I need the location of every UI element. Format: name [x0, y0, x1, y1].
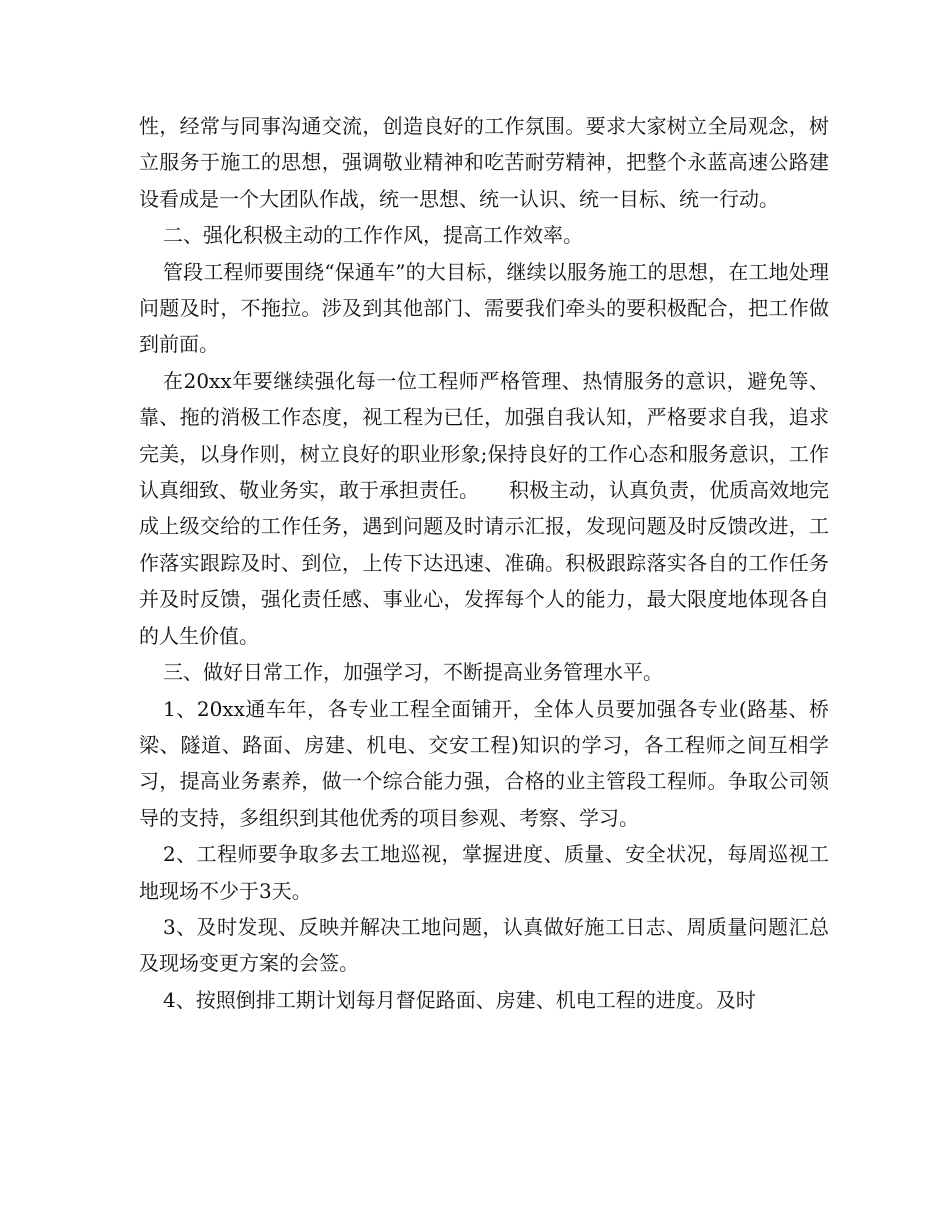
paragraph: 管段工程师要围绕“保通车”的大目标，继续以服务施工的思想，在工地处理问题及时，不拖拉。涉及到其他部门、需要我们牵头的要积极配合，把工作做到前面。 [139, 259, 829, 357]
document-body [139, 108, 829, 1018]
paragraph-continuation: 性，经常与同事沟通交流，创造良好的工作氛围。要求大家树立全局观念，树立服务于施工的思想，强调敬业精神和吃苦耐劳精神，把整个永蓝高速公路建设看成是一个大团队作战，统一思想、统一认识、统一目标、统一行动。 [139, 114, 829, 211]
paragraph: 在20xx年要继续强化每一位工程师严格管理、热情服务的意识，避免等、靠、拖的消极工作态度，视工程为已任，加强自我认知，严格要求自我，追求完美，以身作则，树立良好的职业形象;保持良好的工作心态和服务意识，工作认真细致、敬业务实，敢于承担责任。 积极主动，认真负责，优质高效地完成上级交给的工作任务，遇到问题及时请示汇报，发现问题及时反馈改进，工作落实跟踪及时、到位，上传下达迅速、准确。积极跟踪落实各自的工作任务并及时反馈，强化责任感、事业心，发挥每个人的能力，最大限度地体现各自的人生价值。 [139, 368, 829, 648]
list-item-3: 3、及时发现、反映并解决工地问题，认真做好施工日志、周质量问题汇总及现场变更方案的会签。 [139, 914, 829, 976]
list-item-2: 2、工程师要争取多去工地巡视，掌握进度、质量、安全状况，每周巡视工地现场不少于3天。 [139, 842, 829, 903]
section-heading-2: 二、强化积极主动的工作作风，提高工作效率。 [163, 223, 583, 248]
list-item-1: 1、20xx通车年，各专业工程全面铺开，全体人员要加强各专业(路基、桥梁、隧道、路面、房建、机电、交安工程)知识的学习，各工程师之间互相学习，提高业务素养，做一个综合能力强，合格的业主管段工程师。争取公司领导的支持，多组织到其他优秀的项目参观、考察、学习。 [139, 696, 829, 830]
list-item-4: 4、按照倒排工期计划每月督促路面、房建、机电工程的进度。及时 [163, 987, 756, 1012]
section-heading-3: 三、做好日常工作，加强学习，不断提高业务管理水平。 [163, 660, 663, 685]
